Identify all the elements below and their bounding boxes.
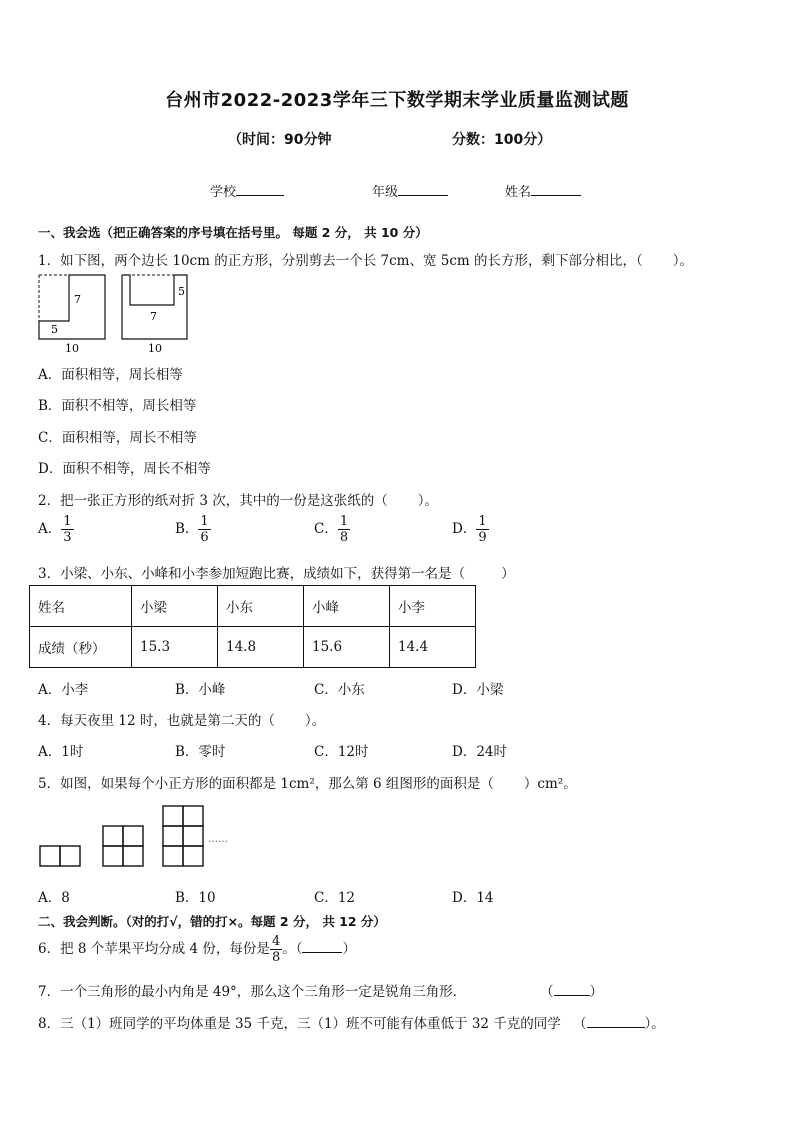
question-2: [38, 489, 438, 509]
q8-answer: [573, 1012, 665, 1032]
fraction-denominator: 8: [339, 530, 349, 545]
fraction-numerator: 4: [271, 934, 281, 949]
question-4: [38, 709, 325, 729]
fraction-denominator: 6: [200, 530, 209, 545]
q2-text-end: ）。: [417, 493, 439, 509]
question-7: 7．一个三角形的最小内角是 49°，那么这个三角形一定是锐角三角形．: [38, 984, 467, 1000]
q2-option-c[interactable]: [314, 514, 350, 545]
q1-figure-left: [39, 275, 105, 355]
q4-text: 4．每天夜里 12 时，也就是第二天的（: [38, 713, 275, 729]
fraction-denominator: 8: [271, 950, 281, 965]
table-cell: 姓名: [30, 586, 132, 627]
table-cell: 15.6: [304, 627, 390, 668]
q1-option-a[interactable]: A．面积相等，周长相等: [38, 367, 183, 383]
q7-answer-blank[interactable]: [554, 981, 590, 996]
q1-option-d[interactable]: D．面积不相等，周长不相等: [38, 461, 211, 477]
table-cell: 成绩（秒）: [30, 627, 132, 668]
table-cell: 14.8: [218, 627, 304, 668]
grade-blank[interactable]: [398, 181, 448, 196]
question-6: [38, 934, 356, 965]
table-cell: 小梁: [132, 586, 218, 627]
school-field: [210, 181, 284, 200]
q7-open: （: [540, 984, 554, 1000]
q1-right-side: 10: [148, 342, 162, 355]
q2-option-b[interactable]: [175, 514, 211, 545]
question-3: [38, 562, 515, 582]
table-row: [30, 586, 476, 627]
fraction-numerator: 1: [478, 514, 487, 529]
q4-text-end: ）。: [304, 713, 326, 729]
q5-ellipsis: ……: [208, 834, 228, 845]
q4-option-c[interactable]: C．12时: [314, 744, 369, 760]
q4-option-b[interactable]: B．零时: [175, 744, 226, 760]
q1-left-cut-short: 5: [51, 323, 58, 336]
q6-text-end: 。（: [282, 941, 303, 957]
fraction-numerator: 1: [63, 514, 72, 529]
q5-figure: [36, 804, 246, 870]
table-cell: 小峰: [304, 586, 390, 627]
q3-option-a[interactable]: A．小李: [38, 682, 89, 698]
q3-option-c[interactable]: C．小东: [314, 682, 365, 698]
q1-figure-right: [122, 275, 187, 355]
q1-right-cut-short: 5: [178, 285, 185, 298]
q5-text-end: ）cm²。: [523, 776, 577, 792]
q1-option-b[interactable]: B．面积不相等，周长相等: [38, 398, 197, 414]
q6-fraction: [270, 934, 282, 965]
q2-option-d-fraction: [476, 514, 488, 545]
q2-option-c-label: C．: [314, 521, 338, 537]
fraction-denominator: 9: [478, 530, 487, 545]
q5-option-a[interactable]: A．8: [38, 890, 70, 906]
q3-score-table: [29, 585, 476, 668]
question-5: [38, 772, 577, 792]
exam-time: （时间：90分钟: [228, 132, 332, 148]
table-cell: 15.3: [132, 627, 218, 668]
table-cell: 小李: [390, 586, 476, 627]
q3-text: 3．小梁、小东、小峰和小李参加短跑比赛，成绩如下，获得第一名是（: [38, 566, 466, 582]
table-cell: 14.4: [390, 627, 476, 668]
q1-text-end: ）。: [672, 253, 693, 269]
q2-option-b-label: B．: [175, 521, 199, 537]
question-1: [38, 249, 693, 269]
exam-score: 分数：100分）: [452, 132, 552, 148]
name-field: [505, 181, 581, 200]
q3-text-end: ）: [501, 566, 515, 582]
q2-option-a-label: A．: [38, 521, 62, 537]
q2-option-b-fraction: [198, 514, 210, 545]
q7-answer: [540, 980, 603, 1000]
grade-field: [372, 181, 448, 200]
q7-close: ）: [589, 984, 603, 1000]
section2-heading: 二、我会判断。（对的打√，错的打×。每题 2 分， 共 12 分）: [38, 914, 386, 929]
q8-close: ）。: [644, 1016, 665, 1032]
q1-left-side: 10: [65, 342, 79, 355]
q5-group-2: [103, 826, 143, 866]
school-blank[interactable]: [236, 181, 284, 196]
name-blank[interactable]: [531, 181, 581, 196]
q1-right-cut-long: 7: [150, 310, 157, 323]
q5-group-3: [163, 806, 203, 866]
q5-group-1: [40, 846, 80, 866]
question-8: 8．三（1）班同学的平均体重是 35 千克，三（1）班不可能有体重低于 32 千克的同学: [38, 1016, 561, 1032]
section1-heading: 一、我会选（把正确答案的序号填在括号里。 每题 2 分， 共 10 分）: [38, 225, 428, 240]
q3-option-b[interactable]: B．小峰: [175, 682, 226, 698]
q2-option-a-fraction: [61, 514, 73, 545]
page-title: 台州市2022-2023学年三下数学期末学业质量监测试题: [165, 90, 629, 111]
grade-label: 年级: [372, 185, 399, 200]
fraction-numerator: 1: [339, 514, 349, 529]
q1-figure: [36, 272, 196, 356]
q4-option-a[interactable]: A．1时: [38, 744, 84, 760]
q6-text: 6．把 8 个苹果平均分成 4 份，每份是: [38, 941, 270, 957]
q1-option-c[interactable]: C．面积相等，周长不相等: [38, 430, 197, 446]
q8-open: （: [573, 1016, 587, 1032]
q5-text: 5．如图，如果每个小正方形的面积都是 1cm²，那么第 6 组图形的面积是（: [38, 776, 494, 792]
table-cell: 小东: [218, 586, 304, 627]
q5-option-b[interactable]: B．10: [175, 890, 216, 906]
q6-answer-blank[interactable]: [302, 938, 342, 953]
q2-option-c-fraction: [338, 514, 350, 545]
name-label: 姓名: [505, 185, 532, 200]
q5-option-c[interactable]: C．12: [314, 890, 356, 906]
q2-option-a[interactable]: [38, 514, 74, 545]
school-label: 学校: [210, 185, 237, 200]
q3-option-d[interactable]: D．小梁: [452, 682, 504, 698]
table-row: [30, 627, 476, 668]
fraction-numerator: 1: [200, 514, 209, 529]
q8-answer-blank[interactable]: [587, 1013, 645, 1028]
fraction-denominator: 3: [63, 530, 72, 545]
q1-left-cut-long: 7: [74, 293, 81, 306]
q1-text: 1．如下图，两个边长 10cm 的正方形，分别剪去一个长 7cm、宽 5cm 的长方形，剩下部分相比，（: [38, 253, 643, 269]
q4-option-d[interactable]: D．24时: [452, 744, 508, 760]
q2-option-d-label: D．: [452, 521, 477, 537]
q2-option-d[interactable]: [452, 514, 489, 545]
q2-text: 2．把一张正方形的纸对折 3 次，其中的一份是这张纸的（: [38, 493, 388, 509]
q5-option-d[interactable]: D．14: [452, 890, 494, 906]
q6-close: ）: [342, 941, 356, 957]
